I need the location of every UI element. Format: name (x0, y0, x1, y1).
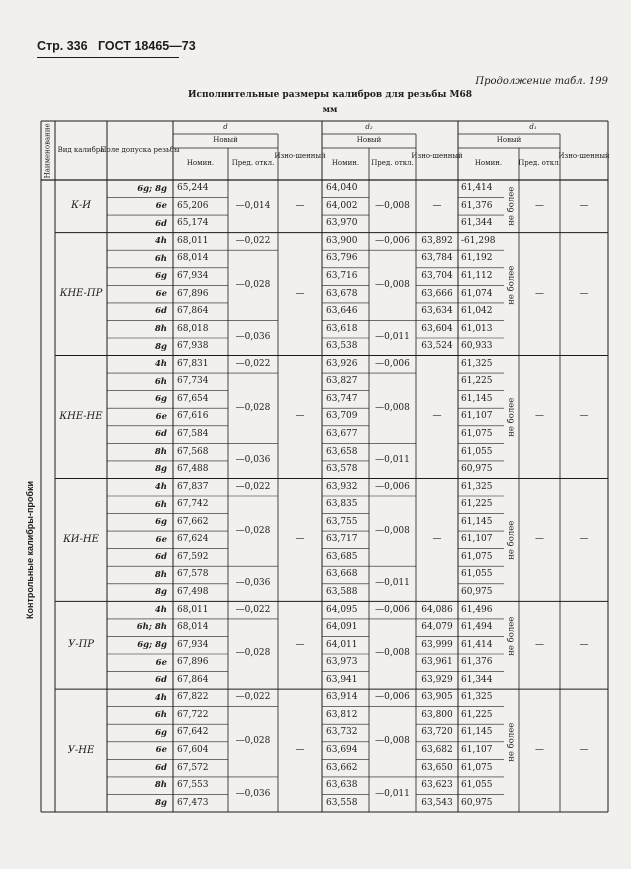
d2-nominal: 63,677 (326, 429, 358, 440)
gauge-kind: КНЕ-ПР (59, 288, 103, 300)
d_tol: —0,036 (235, 332, 271, 343)
d2-nominal: 63,973 (326, 657, 358, 668)
d1-worn-dash: — (579, 411, 589, 422)
d-worn-dash: — (295, 745, 305, 756)
d1-worn-dash: — (579, 288, 589, 299)
d-nominal: 67,578 (177, 569, 209, 580)
d1-nominal: 61,013 (461, 323, 493, 334)
d-worn-dash: — (295, 288, 305, 299)
tolerance-field: 8g (155, 797, 167, 808)
d2-nominal: 63,926 (326, 358, 358, 369)
d2_tol: —0,008 (375, 402, 410, 413)
d2-nominal: 63,941 (326, 674, 358, 685)
d2_tol: —0,008 (375, 525, 410, 536)
d-nominal: 67,604 (177, 745, 209, 756)
d1-nominal: 61,074 (461, 288, 493, 299)
d1-nominal: 61,192 (461, 253, 493, 264)
d1-worn-dash: — (579, 745, 589, 756)
d2_worn: — (432, 411, 442, 422)
d2-nominal: 63,747 (326, 393, 358, 404)
d2-nominal: 64,002 (326, 200, 358, 211)
d2_worn: — (432, 534, 442, 545)
d-nominal: 67,864 (177, 306, 209, 317)
header-new-d: Новый (213, 136, 238, 145)
d-nominal: 67,822 (177, 692, 209, 703)
d2-nominal: 63,812 (326, 709, 358, 720)
d2-nominal: 63,716 (326, 271, 358, 282)
tolerance-field: 4h (154, 481, 167, 492)
d2_worn: 63,999 (421, 639, 453, 650)
d2-nominal: 63,835 (326, 499, 358, 510)
d1-nominal: 61,376 (461, 200, 493, 211)
d-nominal: 67,592 (177, 551, 209, 562)
d2-nominal: 63,678 (326, 288, 358, 299)
d-nominal: 68,011 (177, 235, 209, 246)
d2-nominal: 63,732 (326, 727, 358, 738)
d2_tol: —0,011 (375, 455, 410, 466)
tolerance-field: 6e (155, 201, 167, 212)
d-nominal: 68,014 (177, 253, 209, 264)
tolerance-field: 6e (155, 288, 167, 299)
tolerance-field: 6e (155, 745, 167, 756)
header-nominal-d1: Номин. (474, 159, 503, 168)
header-tol-field: Поле допуска резьбы (100, 145, 180, 154)
d2-nominal: 63,900 (326, 235, 358, 246)
d1-nominal: 61,145 (461, 393, 493, 404)
d1-nominal: 61,055 (461, 446, 493, 457)
d1-nominal: 61,344 (461, 218, 493, 229)
side-label-text: Контрольные калибры-пробки (25, 480, 35, 620)
table-title: Исполнительные размеры калибров для резьбы М68 (188, 90, 472, 100)
d1-nominal: 60,975 (461, 464, 493, 475)
d-nominal: 67,616 (177, 411, 209, 422)
d-nominal: 67,837 (177, 481, 209, 492)
d2-nominal: 63,662 (326, 762, 358, 773)
d-nominal: 67,572 (177, 762, 209, 773)
d2-nominal: 63,709 (326, 411, 358, 422)
d-nominal: 67,934 (177, 271, 209, 282)
d2_worn: 63,961 (421, 657, 453, 668)
tolerance-field: 6g (155, 727, 167, 738)
d1-nominal: 61,414 (461, 183, 493, 194)
d-worn-dash: — (295, 639, 305, 650)
d1-nominal: 60,975 (461, 587, 493, 598)
d1-nominal: 61,107 (461, 534, 493, 545)
d-nominal: 67,654 (177, 393, 209, 404)
d_tol: —0,028 (235, 736, 271, 747)
header-d1: d₁ (529, 122, 537, 131)
d2_worn: 63,784 (421, 253, 453, 264)
d-nominal: 67,553 (177, 780, 209, 791)
not-more-text: не более (506, 520, 517, 560)
tolerance-field: 8h (154, 780, 167, 791)
d1-nominal: 61,055 (461, 569, 493, 580)
tolerance-field: 4h (154, 604, 167, 615)
d_tol: —0,014 (235, 200, 271, 211)
d2_tol: —0,011 (375, 332, 410, 343)
not-more-label (504, 601, 519, 671)
tolerance-field: 6h (154, 710, 167, 721)
d-nominal: 67,662 (177, 516, 209, 527)
d-nominal: 68,018 (177, 323, 209, 334)
d-nominal: 67,831 (177, 358, 209, 369)
header-new-d1: Новый (496, 136, 522, 145)
d1-nominal: 61,376 (461, 657, 493, 668)
d-nominal: 65,174 (177, 218, 209, 229)
d2-nominal: 63,827 (326, 376, 358, 387)
d1-nominal: 61,325 (461, 358, 493, 369)
d1-nominal: 61,107 (461, 745, 493, 756)
tolerance-field: 8g (155, 587, 167, 598)
d2_worn: 63,666 (421, 288, 453, 299)
d2-nominal: 63,658 (326, 446, 358, 457)
header-kind: Вид калибра (57, 145, 105, 154)
tolerance-field: 6d (155, 675, 167, 686)
gauge-kind: У-НЕ (67, 744, 95, 756)
d2-nominal: 63,558 (326, 797, 358, 808)
d2_worn: 63,604 (421, 323, 453, 334)
header-worn-d2: Изно-шенный (411, 152, 463, 161)
tolerance-field: 6h (154, 376, 167, 387)
d2_tol: —0,008 (375, 200, 410, 211)
d-nominal: 67,568 (177, 446, 209, 457)
d-worn-dash: — (295, 411, 305, 422)
header-d2: d₂ (365, 122, 373, 131)
header-dev-d2: Пред. откл. (371, 159, 414, 168)
not-more-text: не более (506, 722, 517, 762)
header-name-text: Наименование (43, 123, 52, 178)
d-nominal: 67,938 (177, 341, 209, 352)
d-nominal: 67,934 (177, 639, 209, 650)
not-more-label (504, 180, 519, 233)
d2-nominal: 63,796 (326, 253, 358, 264)
d1-nominal: 61,325 (461, 481, 493, 492)
header-dev-d: Пред. откл. (231, 159, 275, 168)
d1-dev-dash: — (535, 288, 544, 299)
d1-nominal: -61,298 (461, 235, 496, 246)
gauge-kind: К-И (71, 200, 91, 212)
d2_worn: 64,086 (421, 604, 453, 615)
d2_tol: —0,006 (375, 235, 410, 246)
tolerance-field: 8g (155, 464, 167, 475)
header-name (41, 121, 55, 180)
tolerance-field: 8h (154, 446, 167, 457)
d2_tol: —0,006 (375, 604, 410, 615)
tolerance-field: 6h (154, 499, 167, 510)
d2_tol: —0,006 (375, 481, 410, 492)
header-new-d2: Новый (356, 136, 382, 145)
tolerance-field: 8g (155, 341, 167, 352)
gauge-kind: КИ-НЕ (63, 533, 99, 545)
not-more-label (504, 689, 519, 794)
d-nominal: 68,011 (177, 604, 209, 615)
d_tol: —0,036 (235, 455, 271, 466)
tolerance-field: 6e (155, 411, 167, 422)
d1-nominal: 61,225 (461, 376, 493, 387)
header-dev-d1: Пред. откл. (518, 159, 561, 168)
d2-nominal: 63,685 (326, 551, 358, 562)
d-nominal: 67,624 (177, 534, 209, 545)
d1-nominal: 61,075 (461, 762, 493, 773)
tolerance-field: 6d (155, 218, 167, 229)
tolerance-field: 4h (154, 692, 167, 703)
d1-nominal: 60,933 (461, 341, 493, 352)
tolerance-field: 6g; 8g (137, 639, 167, 650)
d2_worn: 63,623 (421, 780, 453, 791)
tolerance-field: 8h (154, 569, 167, 580)
d_tol: —0,028 (235, 525, 271, 536)
d-nominal: 67,742 (177, 499, 209, 510)
not-more-text: не более (506, 616, 517, 656)
d-nominal: 65,206 (177, 200, 209, 211)
d1-nominal: 61,055 (461, 780, 493, 791)
not-more-text: не более (506, 186, 517, 226)
d-nominal: 67,498 (177, 587, 209, 598)
not-more-label (504, 356, 519, 479)
d2_worn: 63,905 (421, 692, 453, 703)
tolerance-field: 6e (155, 534, 167, 545)
d-nominal: 67,642 (177, 727, 209, 738)
d2-nominal: 63,588 (326, 587, 358, 598)
d2_worn: 63,704 (421, 271, 453, 282)
d2-nominal: 63,717 (326, 534, 358, 545)
d-nominal: 68,014 (177, 622, 209, 633)
d_tol: —0,022 (235, 358, 271, 369)
d-worn-dash: — (295, 200, 305, 211)
d1-worn-dash: — (579, 200, 589, 211)
d2-nominal: 63,668 (326, 569, 358, 580)
tolerance-field: 6d (155, 306, 167, 317)
d-nominal: 67,896 (177, 288, 209, 299)
d1-nominal: 61,496 (461, 604, 493, 615)
d1-nominal: 61,107 (461, 411, 493, 422)
d2-nominal: 63,755 (326, 516, 358, 527)
d2_worn: 63,720 (421, 727, 453, 738)
d1-nominal: 61,075 (461, 429, 493, 440)
d2-nominal: 63,914 (326, 692, 358, 703)
d_tol: —0,036 (235, 788, 271, 799)
d2-nominal: 64,011 (326, 639, 358, 650)
d_tol: —0,028 (235, 279, 271, 290)
tolerance-field: 6d (155, 762, 167, 773)
tolerance-field: 4h (154, 359, 167, 370)
tolerance-field: 8h (154, 323, 167, 334)
tolerance-field: 6h; 8h (136, 622, 167, 633)
d1-nominal: 61,325 (461, 692, 493, 703)
d-nominal: 67,864 (177, 674, 209, 685)
d1-dev-dash: — (535, 411, 544, 422)
header-nominal-d: Номин. (186, 159, 215, 168)
not-more-label (504, 478, 519, 601)
d2-nominal: 63,694 (326, 745, 358, 756)
not-more-text: не более (506, 265, 517, 305)
d-nominal: 65,244 (177, 183, 209, 194)
d_tol: —0,028 (235, 648, 271, 659)
d2_tol: —0,008 (375, 648, 410, 659)
tolerance-field: 6e (155, 657, 167, 668)
tolerance-field: 6g (155, 394, 167, 405)
d1-nominal: 60,975 (461, 797, 493, 808)
d1-dev-dash: — (535, 745, 544, 756)
header-worn-d1: Изно-шенный (558, 152, 610, 161)
standard-code: ГОСТ 18465—73 (98, 39, 196, 53)
tolerance-field: 6g; 8g (137, 183, 167, 194)
tolerance-field: 6g (155, 271, 167, 282)
d_tol: —0,022 (235, 604, 271, 615)
d1-dev-dash: — (535, 639, 544, 650)
d1-nominal: 61,075 (461, 551, 493, 562)
d_tol: —0,022 (235, 692, 271, 703)
d2_tol: —0,011 (375, 788, 410, 799)
tolerance-field: 4h (154, 236, 167, 247)
d2_tol: —0,011 (375, 578, 410, 589)
d-nominal: 67,896 (177, 657, 209, 668)
d2_worn: 64,079 (421, 622, 453, 633)
d2_worn: 63,543 (421, 797, 453, 808)
d2-nominal: 63,970 (326, 218, 358, 229)
d1-nominal: 61,225 (461, 499, 493, 510)
d1-nominal: 61,344 (461, 674, 493, 685)
tolerance-field: 6h (154, 253, 167, 264)
d-nominal: 67,734 (177, 376, 209, 387)
gauge-kind: КНЕ-НЕ (59, 410, 103, 422)
tolerance-field: 6d (155, 429, 167, 440)
d2_worn: 63,634 (421, 306, 453, 317)
tolerance-field: 6g (155, 517, 167, 528)
d1-nominal: 61,494 (461, 622, 493, 633)
d2-nominal: 63,538 (326, 341, 358, 352)
d1-nominal: 61,225 (461, 709, 493, 720)
d2-nominal: 63,578 (326, 464, 358, 475)
d2_worn: — (432, 200, 442, 211)
d2_worn: 63,524 (421, 341, 453, 352)
d2-nominal: 63,638 (326, 780, 358, 791)
d2-nominal: 63,646 (326, 306, 358, 317)
not-more-text: не более (506, 397, 517, 437)
d1-nominal: 61,145 (461, 727, 493, 738)
d1-worn-dash: — (579, 639, 589, 650)
header-nominal-d2: Номин. (331, 159, 360, 168)
d2_tol: —0,008 (375, 279, 410, 290)
d2_tol: —0,006 (375, 692, 410, 703)
d1-nominal: 61,042 (461, 306, 493, 317)
d1-dev-dash: — (535, 534, 544, 545)
d2-nominal: 64,091 (326, 622, 358, 633)
d_tol: —0,036 (235, 578, 271, 589)
d1-worn-dash: — (579, 534, 589, 545)
d2-nominal: 64,095 (326, 604, 358, 615)
d2-nominal: 64,040 (326, 183, 358, 194)
d1-nominal: 61,145 (461, 516, 493, 527)
d-nominal: 67,584 (177, 429, 209, 440)
page-number: Стр. 336 (37, 39, 88, 53)
d-nominal: 67,488 (177, 464, 209, 475)
d-worn-dash: — (295, 534, 305, 545)
header-worn-d: Изно-шенный (274, 152, 326, 161)
d1-nominal: 61,112 (461, 271, 493, 282)
d2_tol: —0,006 (375, 358, 410, 369)
d-nominal: 67,473 (177, 797, 209, 808)
d2_worn: 63,650 (421, 762, 453, 773)
d_tol: —0,022 (235, 481, 271, 492)
d-nominal: 67,722 (177, 709, 209, 720)
not-more-label (504, 233, 519, 338)
unit-label: мм (322, 105, 338, 115)
d1-nominal: 61,414 (461, 639, 493, 650)
d2_worn: 63,682 (421, 745, 453, 756)
d1-dev-dash: — (535, 200, 544, 211)
tolerance-field: 6d (155, 552, 167, 563)
header-d: d (223, 122, 228, 131)
d2_worn: 63,800 (421, 709, 453, 720)
continuation-note: Продолжение табл. 199 (475, 76, 608, 87)
d_tol: —0,028 (235, 402, 271, 413)
d2-nominal: 63,618 (326, 323, 358, 334)
d_tol: —0,022 (235, 235, 271, 246)
d2-nominal: 63,932 (326, 481, 358, 492)
d2_tol: —0,008 (375, 736, 410, 747)
gauge-kind: У-ПР (67, 639, 95, 651)
d2_worn: 63,892 (421, 235, 453, 246)
d2_worn: 63,929 (421, 674, 453, 685)
